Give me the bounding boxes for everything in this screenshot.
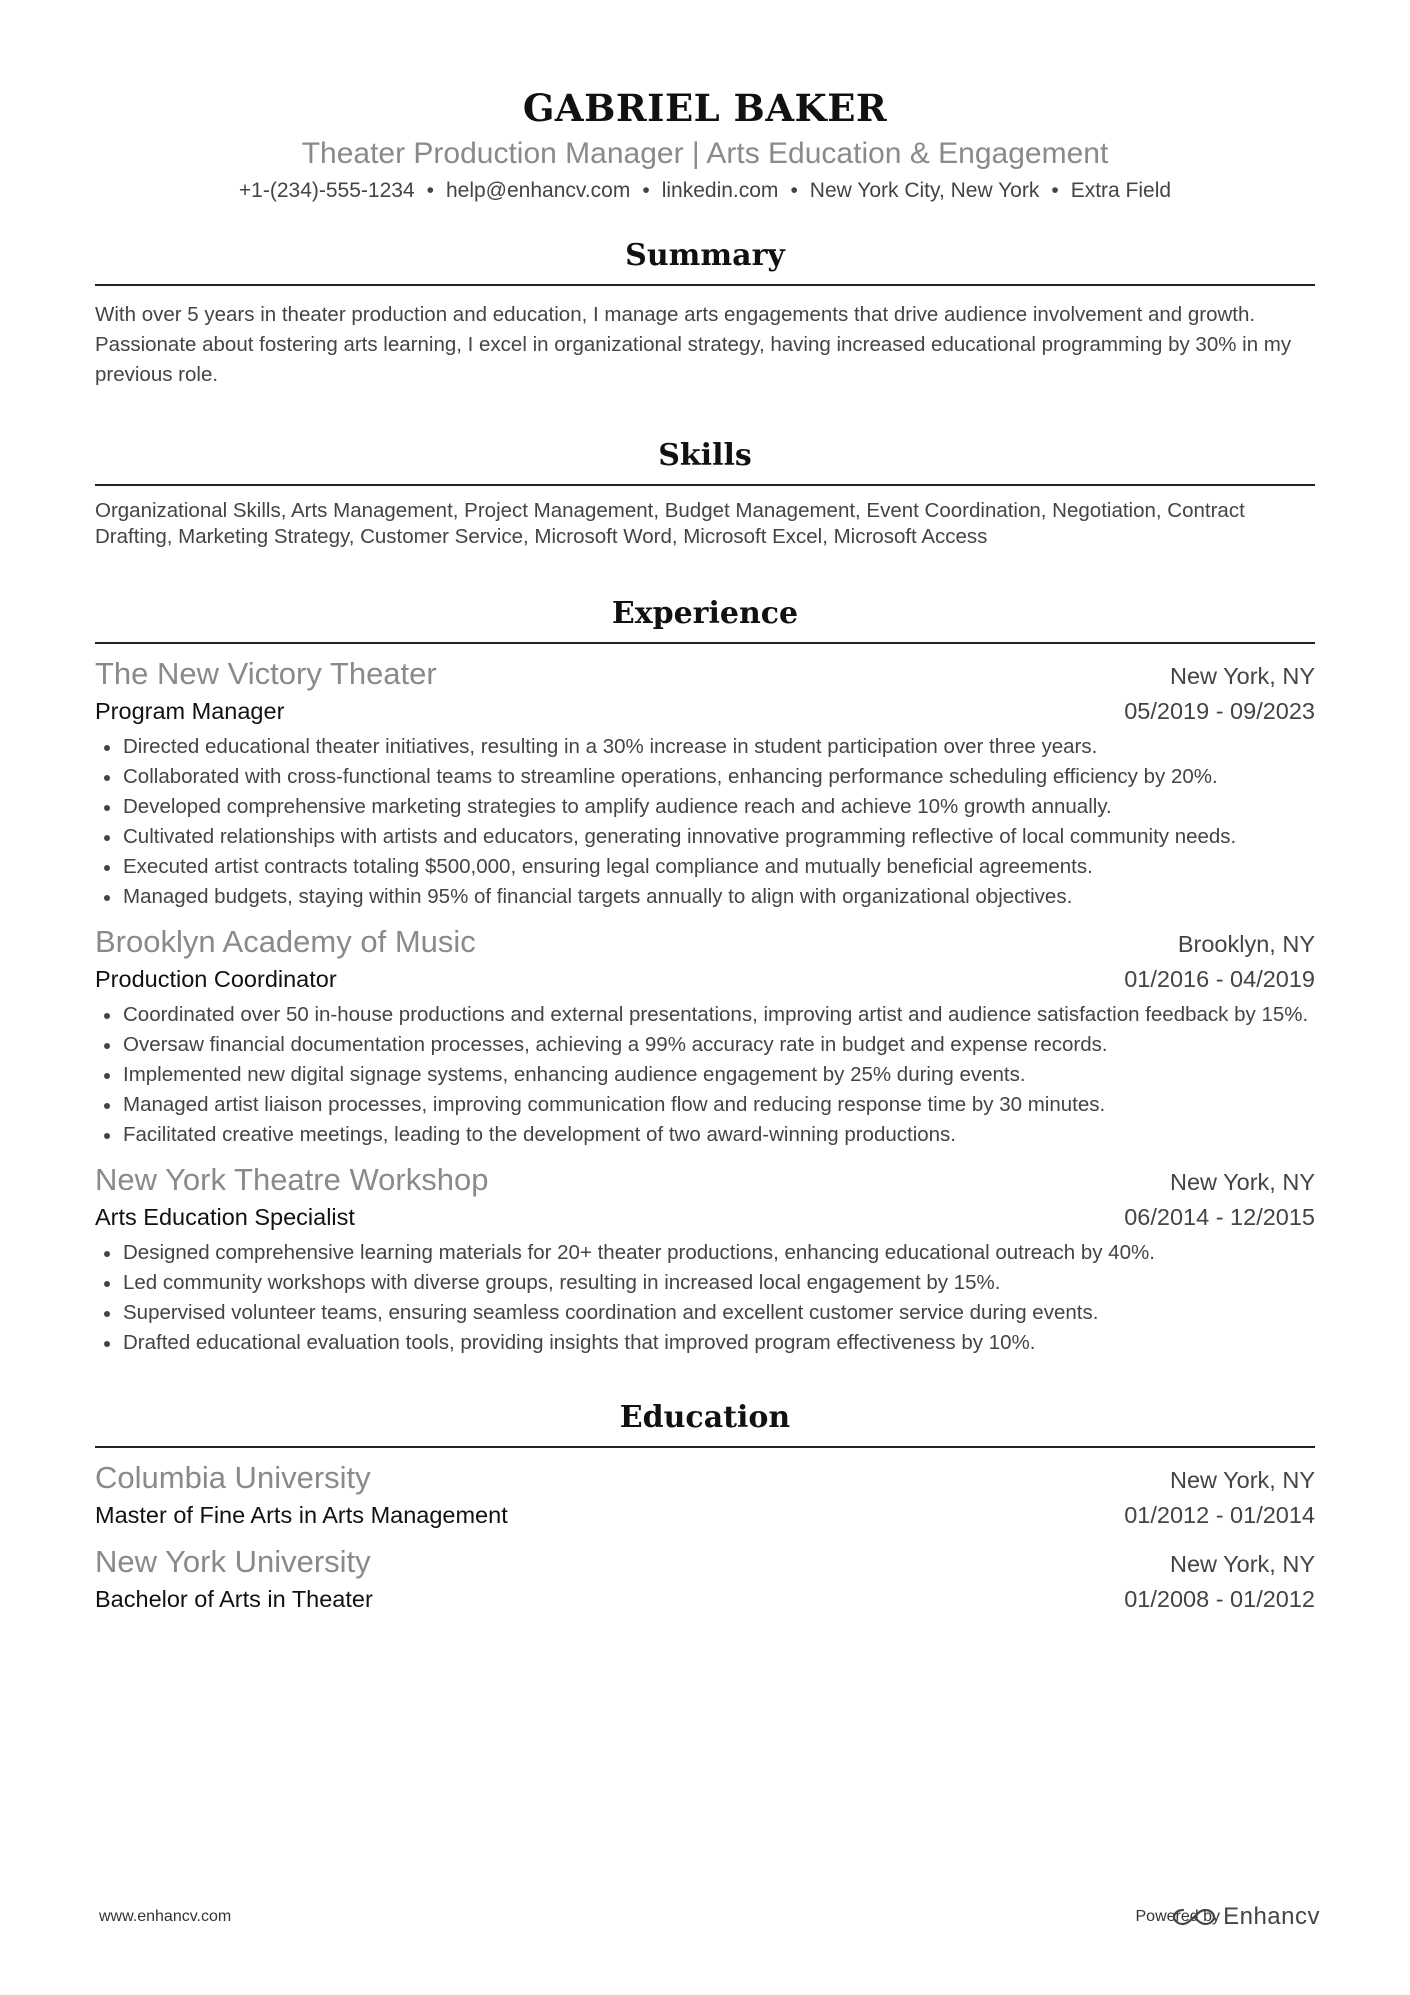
contact-location: New York City, New York [809, 179, 1040, 202]
enhancv-logo[interactable] [1171, 1902, 1320, 1932]
school-name: Columbia University [95, 1460, 371, 1495]
job-dates: 01/2016 - 04/2019 [1124, 966, 1315, 992]
job-bullet: Led community workshops with diverse groups, resulting in increased local engagement by 15%. [123, 1268, 1315, 1298]
job-role: Production Coordinator [95, 966, 337, 992]
experience-heading: Experience [611, 596, 799, 631]
education-entry [95, 1458, 1315, 1532]
job-location: Brooklyn, NY [1177, 931, 1315, 957]
school-name: New York University [95, 1544, 371, 1579]
education-section [95, 1398, 1315, 1616]
skills-section [95, 436, 1315, 550]
summary-text: With over 5 years in theater production and education, I manage arts engagements that drive audience involvement and growth. Passionate about fostering arts learning, I excel in organizational strategy, having increased educational programming by 30% in my previous role. [95, 303, 1292, 386]
job-location: New York, NY [1170, 663, 1315, 689]
job-company: The New Victory Theater [95, 656, 437, 691]
job-bullet: Executed artist contracts totaling $500,000, ensuring legal compliance and mutually beneficial agreements. [123, 852, 1315, 882]
job-bullet: Directed educational theater initiatives, resulting in a 30% increase in student participation over three years. [123, 732, 1315, 762]
contact-separator: • [790, 179, 798, 202]
contact-separator: • [642, 179, 650, 202]
job-entry [95, 654, 1315, 912]
candidate-name: GABRIEL BAKER [522, 86, 888, 130]
section-divider [95, 642, 1315, 644]
footer-brand: Enhancv [1223, 1903, 1320, 1930]
section-divider [95, 484, 1315, 486]
job-bullet: Designed comprehensive learning materials for 20+ theater productions, enhancing educational outreach by 40%. [123, 1238, 1315, 1268]
school-dates: 01/2012 - 01/2014 [1124, 1502, 1315, 1528]
job-dates: 06/2014 - 12/2015 [1124, 1204, 1315, 1230]
job-bullet: Implemented new digital signage systems, enhancing audience engagement by 25% during events. [123, 1060, 1315, 1090]
job-company: Brooklyn Academy of Music [95, 924, 476, 959]
resume-header [95, 0, 1315, 206]
job-bullet: Managed budgets, staying within 95% of financial targets annually to align with organizational objectives. [123, 882, 1315, 912]
section-divider [95, 284, 1315, 286]
footer-powered-by: Powered by [1135, 1908, 1220, 1925]
job-bullet: Cultivated relationships with artists and educators, generating innovative programming reflective of local community needs. [123, 822, 1315, 852]
job-bullet: Drafted educational evaluation tools, providing insights that improved program effectiveness by 10%. [123, 1328, 1315, 1358]
job-bullet: Facilitated creative meetings, leading to the development of two award-winning productions. [123, 1120, 1315, 1150]
job-bullet: Oversaw financial documentation processes, achieving a 99% accuracy rate in budget and expense records. [123, 1030, 1315, 1060]
job-bullet: Supervised volunteer teams, ensuring seamless coordination and excellent customer service during events. [123, 1298, 1315, 1328]
skills-heading: Skills [658, 438, 752, 473]
school-degree: Master of Fine Arts in Arts Management [95, 1502, 508, 1528]
job-bullets [95, 1238, 1315, 1358]
job-role: Program Manager [95, 698, 285, 724]
enhancv-infinity-icon [1171, 1906, 1217, 1928]
job-bullet: Managed artist liaison processes, improving communication flow and reducing response time by 30 minutes. [123, 1090, 1315, 1120]
experience-section [95, 594, 1315, 1358]
candidate-title: Theater Production Manager | Arts Education & Engagement [301, 137, 1109, 170]
job-bullet: Developed comprehensive marketing strategies to amplify audience reach and achieve 10% growth annually. [123, 792, 1315, 822]
education-heading: Education [619, 1400, 791, 1435]
footer-website-link[interactable]: www.enhancv.com [99, 1908, 232, 1925]
skills-text: Organizational Skills, Arts Management, Project Management, Budget Management, Event Coordination, Negotiation, Contract Drafting, Marketing Strategy, Customer Service, Microsoft Word, Microsoft Excel, Microsoft Access [95, 499, 1245, 548]
contact-separator: • [1051, 179, 1059, 202]
page-footer [0, 1902, 1410, 1932]
job-role: Arts Education Specialist [95, 1204, 355, 1230]
job-dates: 05/2019 - 09/2023 [1124, 698, 1315, 724]
job-bullets [95, 1000, 1315, 1150]
contact-phone: +1-(234)-555-1234 [238, 179, 415, 202]
summary-section [95, 236, 1315, 390]
job-entry [95, 1160, 1315, 1358]
contact-linkedin: linkedin.com [661, 179, 779, 202]
school-degree: Bachelor of Arts in Theater [95, 1586, 373, 1612]
section-divider [95, 1446, 1315, 1448]
contact-line [95, 176, 1315, 206]
summary-heading: Summary [625, 238, 785, 273]
job-location: New York, NY [1170, 1169, 1315, 1195]
contact-email: help@enhancv.com [445, 179, 631, 202]
contact-separator: • [426, 179, 434, 202]
job-bullet: Coordinated over 50 in-house productions and external presentations, improving artist and audience satisfaction feedback by 15%. [123, 1000, 1315, 1030]
job-bullets [95, 732, 1315, 912]
school-dates: 01/2008 - 01/2012 [1124, 1586, 1315, 1612]
job-company: New York Theatre Workshop [95, 1162, 489, 1197]
education-entry [95, 1542, 1315, 1616]
school-location: New York, NY [1170, 1551, 1315, 1577]
school-location: New York, NY [1170, 1467, 1315, 1493]
contact-extra-field: Extra Field [1070, 179, 1172, 202]
job-entry [95, 922, 1315, 1150]
job-bullet: Collaborated with cross-functional teams to streamline operations, enhancing performance scheduling efficiency by 20%. [123, 762, 1315, 792]
